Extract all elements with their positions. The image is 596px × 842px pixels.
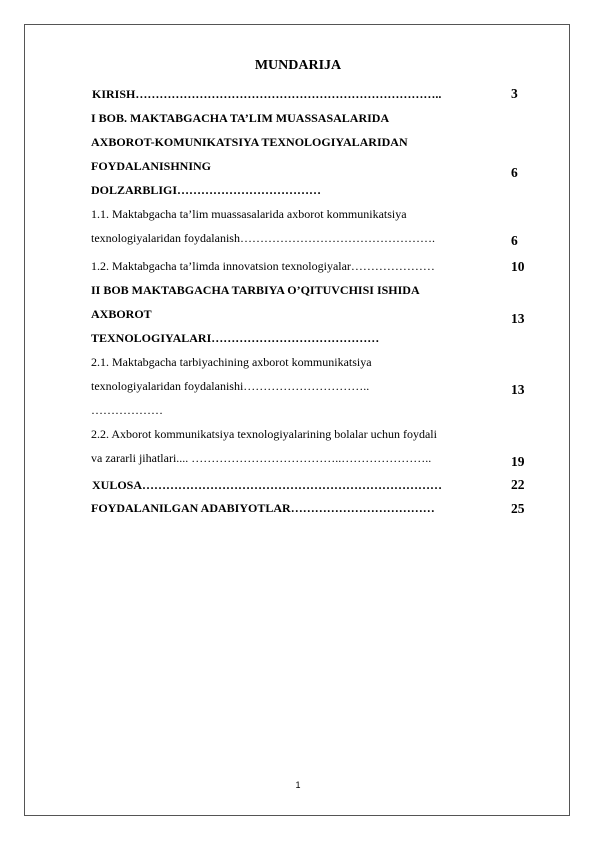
toc-page-chapter-1: 6 (511, 165, 518, 180)
toc-entry-chapter-1-line-4[interactable]: DOLZARBLIGI……………………………… (91, 183, 322, 197)
toc-page-section-2-1: 13 (511, 382, 525, 397)
toc-page-section-1-1: 6 (511, 233, 518, 248)
toc-entry-section-1-1-line-1[interactable]: 1.1. Maktabgacha ta’lim muassasalarida axborot kommunikatsiya (91, 207, 407, 221)
toc-entry-chapter-1-line-3[interactable]: FOYDALANISHNING (91, 159, 212, 173)
toc-entry-section-2-1-line-2[interactable]: texnologiyalaridan foydalanishi………………………….. (91, 379, 370, 393)
toc-entry-section-2-1-line-1[interactable]: 2.1. Maktabgacha tarbiyachining axborot kommunikatsiya (91, 355, 372, 369)
toc-page-bibliography: 25 (511, 501, 525, 516)
toc-entry-section-2-1-line-3[interactable]: ……………… (91, 403, 163, 417)
toc-entry-chapter-2-line-3[interactable]: TEXNOLOGIYALARI…………………………………… (91, 331, 380, 345)
toc-entry-bibliography[interactable]: FOYDALANILGAN ADABIYOTLAR……………………………… (91, 501, 435, 515)
toc-entry-chapter-2-line-2[interactable]: AXBOROT (91, 307, 152, 321)
toc-entry-section-2-2-line-1[interactable]: 2.2. Axborot kommunikatsiya texnologiyalarining bolalar uchun foydali (91, 427, 437, 441)
toc-entry-chapter-2-line-1[interactable]: II BOB MAKTABGACHA TARBIYA O’QITUVCHISI ISHIDA (91, 283, 420, 297)
page-number: 1 (295, 780, 301, 790)
toc-page-section-2-2: 19 (511, 454, 525, 469)
toc-title: MUNDARIJA (254, 58, 342, 73)
toc-entry-chapter-1-line-1[interactable]: I BOB. MAKTABGACHA TA’LIM MUASSASALARIDA (91, 111, 390, 125)
toc-entry-chapter-1-line-2[interactable]: AXBOROT-KOMUNIKATSIYA TEXNOLOGIYALARIDAN (91, 135, 408, 149)
toc-entry-section-1-2[interactable]: 1.2. Maktabgacha ta’limda innovatsion texnologiyalar………………… (91, 259, 435, 273)
toc-entry-xulosa[interactable]: XULOSA………………………………………………………………… (92, 478, 443, 492)
toc-page-kirish: 3 (511, 86, 518, 101)
toc-entry-section-2-2-line-2[interactable]: va zararli jihatlari.... ………………………………..………………….. (91, 451, 432, 465)
toc-entry-kirish[interactable]: KIRISH………………………………………………………………….. (92, 87, 442, 101)
toc-page-chapter-2: 13 (511, 311, 525, 326)
toc-entry-section-1-1-line-2[interactable]: texnologiyalaridan foydalanish…………………………………………. (91, 231, 435, 245)
toc-page-section-1-2: 10 (511, 259, 525, 274)
toc-page-xulosa: 22 (511, 477, 525, 492)
